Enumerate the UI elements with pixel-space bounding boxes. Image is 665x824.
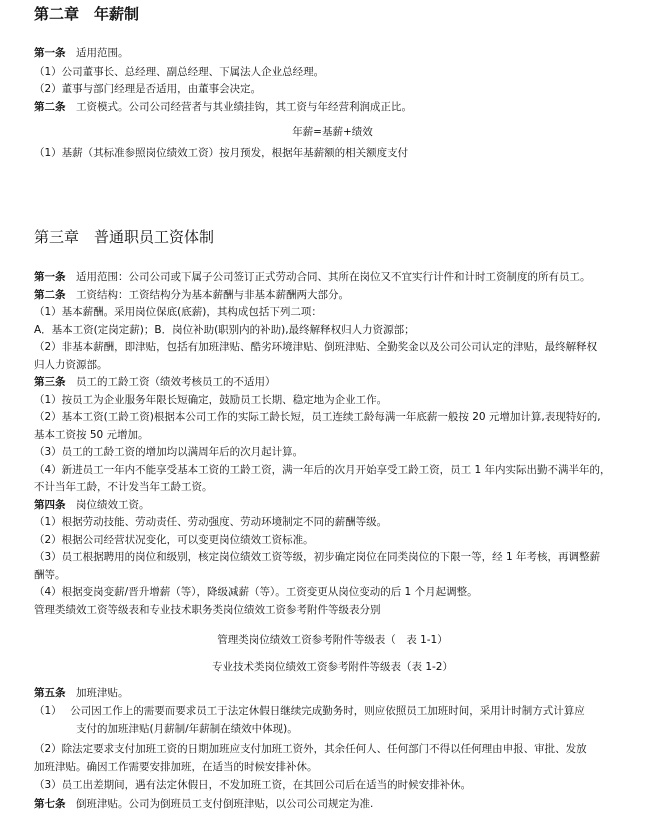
ch2-line-1 <box>34 46 129 60</box>
body-line <box>34 533 314 547</box>
line-text: （1）按员工为企业服务年限长短确定，鼓励员工长期、稳定地为企业工作。 <box>34 393 388 406</box>
line-text: 基本工资按 50 元增加。 <box>34 428 149 441</box>
chapter-3-title: 第三章 普通职员工资体制 <box>34 228 215 246</box>
body-line <box>34 797 373 811</box>
body-line <box>34 375 276 389</box>
line-text: A．基本工资(定岗定薪)；B．岗位补助(职别内的补助),最终解释权归人力资源部； <box>34 323 415 336</box>
line-text: 员工的工龄工资（绩效考核员工的不适用） <box>65 376 276 388</box>
article-label: 第四条 <box>34 498 66 511</box>
line-text: 工资模式。公司公司经营者与其业绩挂钩，其工资与年经营利润成正比。 <box>65 101 412 113</box>
line-text: （4）根据变岗变薪/晋升增薪（等），降级减薪（等）。工资变更从岗位变动的后 1 个月起调整。 <box>34 586 478 598</box>
ch2-base-salary-line: （1）基薪（其标准参照岗位绩效工资）按月预发，根据年基薪额的相关额度支付 <box>34 147 409 159</box>
body-line <box>76 722 298 736</box>
body-line <box>34 305 322 319</box>
line-text: （3）员工根据聘用的岗位和级别，核定岗位绩效工资等级，初步确定岗位在同类岗位的下限一等，经 1 年考核，再调整薪 <box>34 551 601 563</box>
body-line <box>34 760 318 774</box>
article-label: 第二条 <box>34 288 66 301</box>
line-text: 支付的加班津贴(月薪制/年薪制在绩效中体现)。 <box>76 723 298 735</box>
line-text: 加班津贴。确因工作需要安排加班，在适当的时候安排补休。 <box>34 761 318 773</box>
line-text: 管理类绩效工资等级表和专业技术职务类岗位绩效工资参考附件等级表分别 <box>34 603 381 616</box>
body-line <box>34 358 108 372</box>
line-text: （2）基本工资(工龄工资)根据本公司工作的实际工龄长短，员工连续工龄每满一年底薪一般按 20 元增加计算,表现特好的, <box>34 411 601 423</box>
line-text: （4）新进员工一年内不能享受基本工资的工龄工资，满一年后的次月开始享受工龄工资，员工 1 年内实际出勤不满半年的， <box>34 463 611 476</box>
article-label: 第二条 <box>34 101 66 113</box>
body-line <box>34 340 597 354</box>
line-text: （1）根据劳动技能、劳动责任、劳动强度、劳动环境制定不同的薪酬等级。 <box>34 516 388 528</box>
chapter-2-title: 第二章 年薪制 <box>34 5 140 23</box>
table-ref-1: 管理类岗位绩效工资参考附件等级表（ 表 1-1） <box>217 634 448 646</box>
line-text: （2）除法定要求支付加班工资的日期加班应支付加班工资外，其余任何人、任何部门不得以任何理由申报、审批、发放 <box>34 743 587 755</box>
line-text: （2）非基本薪酬，即津贴，包括有加班津贴、酷劣环境津贴、倒班津贴、全勤奖金以及公司公司认定的津贴，最终解释权 <box>34 341 598 353</box>
line-text: 适用范围。 <box>65 47 129 59</box>
line-text: （1）公司董事长、总经理、副总经理、下属法人企业总经理。 <box>34 66 325 78</box>
line-text: （3）员工出差期间，遇有法定休假日，不发加班工资，在其回公司后在适当的时候安排补休。 <box>34 779 472 791</box>
body-line <box>34 515 387 529</box>
body-line <box>34 585 478 599</box>
ch2-line-4 <box>34 100 412 114</box>
body-line <box>34 323 415 337</box>
body-line <box>34 742 587 756</box>
body-line <box>34 410 601 424</box>
body-line <box>34 568 66 582</box>
line-text: （1）基本薪酬。采用岗位保底(底薪)，其构成包括下列二项： <box>34 306 322 318</box>
article-label: 第七条 <box>34 798 66 810</box>
body-line <box>34 704 585 718</box>
body-line <box>34 288 349 302</box>
line-text: 酬等。 <box>34 568 66 581</box>
article-label: 第五条 <box>34 687 66 699</box>
article-label: 第一条 <box>34 47 66 59</box>
body-line <box>34 428 149 442</box>
line-text: 不计当年工龄，不计发当年工龄工资。 <box>34 481 213 493</box>
line-text: （1） 公司因工作上的需要而要求员工于法定休假日继续完成勤务时，则应依照员工加班时间，采用计时制方式计算应 <box>34 705 585 717</box>
line-text: （2）根据公司经营状况变化，可以变更岗位绩效工资标准。 <box>34 533 314 546</box>
body-line <box>34 778 471 792</box>
body-line <box>34 393 387 407</box>
line-text: 归人力资源部。 <box>34 358 108 371</box>
line-text: 加班津贴。 <box>65 687 129 699</box>
body-line <box>34 498 150 512</box>
table-ref-2: 专业技术类岗位绩效工资参考附件等级表（表 1-2） <box>212 661 453 673</box>
body-line <box>34 550 600 564</box>
body-line <box>34 686 129 700</box>
body-line <box>34 480 213 494</box>
body-line <box>34 603 381 617</box>
line-text: 岗位绩效工资。 <box>65 498 150 511</box>
ch2-line-2 <box>34 65 324 79</box>
line-text: 适用范围：公司公司或下属子公司签订正式劳动合同、其所在岗位又不宜实行计件和计时工资制度的所有员工。 <box>65 271 591 283</box>
line-text: 工资结构：工资结构分为基本薪酬与非基本薪酬两大部分。 <box>65 288 349 301</box>
salary-formula: 年薪=基薪+绩效 <box>292 126 373 138</box>
body-line <box>34 270 591 284</box>
article-label: 第三条 <box>34 376 66 388</box>
ch2-line-3 <box>34 82 261 96</box>
line-text: 倒班津贴。公司为倒班员工支付倒班津贴，以公司公司规定为准. <box>65 798 374 810</box>
body-line <box>34 463 611 477</box>
body-line <box>34 445 303 459</box>
line-text: （3）员工的工龄工资的增加均以满周年后的次月起计算。 <box>34 446 304 458</box>
line-text: （2）董事与部门经理是否适用，由董事会决定。 <box>34 83 262 95</box>
article-label: 第一条 <box>34 271 66 283</box>
